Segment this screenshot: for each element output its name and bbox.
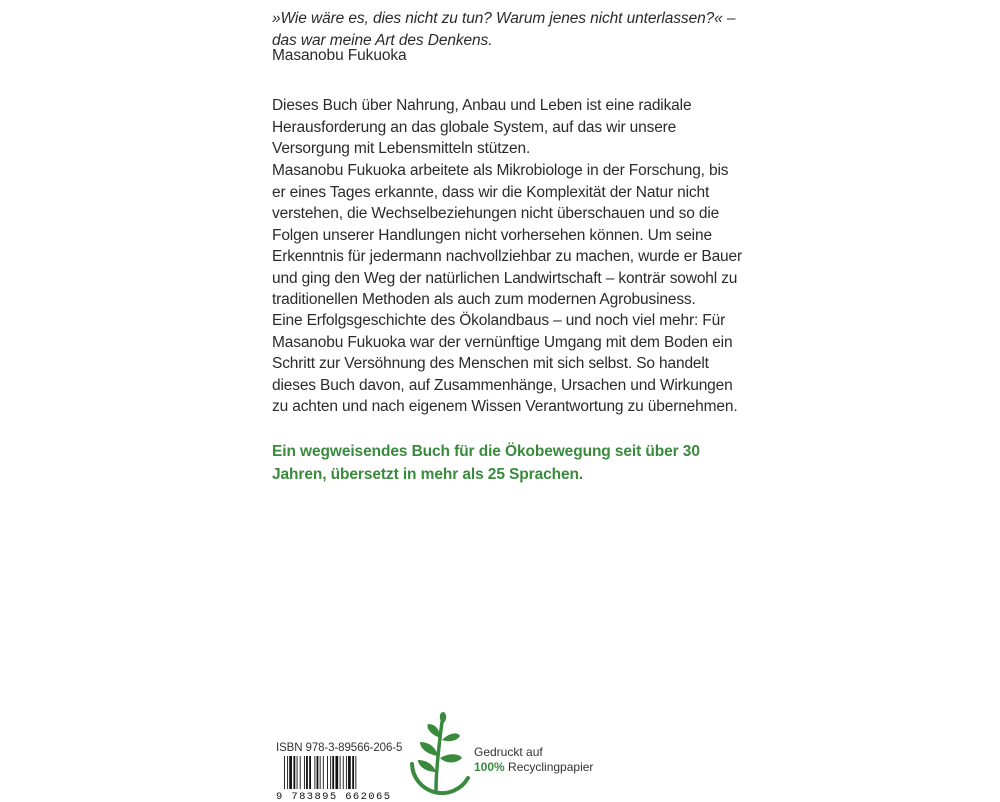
- plant-sprout-icon: [406, 712, 470, 802]
- barcode-bar: [320, 756, 321, 789]
- recycling-badge-text: [474, 745, 593, 775]
- isbn-label: ISBN 978-3-89566-206-5: [276, 742, 403, 754]
- barcode-bar: [314, 756, 315, 789]
- barcode-bar: [335, 756, 338, 789]
- barcode-bar: [284, 756, 285, 789]
- barcode-bar: [352, 756, 354, 789]
- blurb-paragraph-1: Dieses Buch über Nahrung, Anbau und Leben ist eine radikale Herausforderung an das globale System, auf das wir unsere Versorgung mit Lebensmitteln stützen.: [272, 97, 692, 157]
- quote-author: Masanobu Fukuoka: [272, 47, 407, 64]
- barcode-bar: [317, 756, 319, 789]
- barcode-bar: [293, 756, 295, 789]
- barcode-bar: [304, 756, 305, 789]
- barcode-bar: [287, 756, 288, 789]
- blurb-paragraph-3: Eine Erfolgsgeschichte des Ökolandbaus – und noch viel mehr: Für Masanobu Fukuoka war der vernünftige Umgang mit dem Boden ein Schritt zur Versöhnung des Menschen mit sich selbst. So handelt dieses Buch davon, auf Zusammenhänge, Ursachen und Wirkungen zu achten und nach eigenem Wissen Verantwortung zu übernehmen.: [272, 312, 738, 415]
- badge-percent: 100%: [474, 760, 505, 774]
- barcode-bar: [289, 756, 292, 789]
- barcode-digits: 9 783895 662065: [276, 791, 390, 800]
- barcode-bar: [330, 756, 331, 789]
- barcode-bar: [306, 756, 308, 789]
- badge-line-1: Gedruckt auf: [474, 745, 543, 759]
- barcode-bar: [355, 756, 356, 789]
- barcode-bar: [327, 756, 328, 789]
- barcode-bar: [323, 756, 324, 789]
- barcode-bar: [346, 756, 347, 789]
- barcode-bar: [300, 756, 301, 789]
- quote-line-1: »Wie wäre es, dies nicht zu tun? Warum jenes nicht unterlassen?« –: [272, 10, 736, 27]
- barcode-bar: [332, 756, 334, 789]
- badge-line-2: Recyclingpapier: [504, 760, 594, 774]
- barcode-bar: [297, 756, 298, 789]
- isbn-barcode: [276, 756, 392, 800]
- tagline-highlight: Ein wegweisendes Buch für die Ökobewegung seit über 30 Jahren, übersetzt in mehr als 25 Sprachen.: [272, 443, 700, 483]
- quote-line-2: das war meine Art des Denkens.: [272, 32, 493, 49]
- barcode-bar: [348, 756, 351, 789]
- blurb-paragraph-2: Masanobu Fukuoka arbeitete als Mikrobiologe in der Forschung, bis er eines Tages erkannte, dass wir die Komplexität der Natur nicht verstehen, die Wechselbeziehungen nicht überschauen und so die Folgen unserer Handlungen nicht vorhersehen können. Um seine Erkenntnis für jedermann nachvollziehbar zu machen, wurde er Bauer und ging den Weg der natürlichen Landwirtschaft – konträr sowohl zu traditionellen Methoden als auch zum modernen Agrobusiness.: [272, 162, 742, 308]
- barcode-bar: [340, 756, 341, 789]
- barcode-bar: [309, 756, 311, 789]
- barcode-bar: [343, 756, 344, 789]
